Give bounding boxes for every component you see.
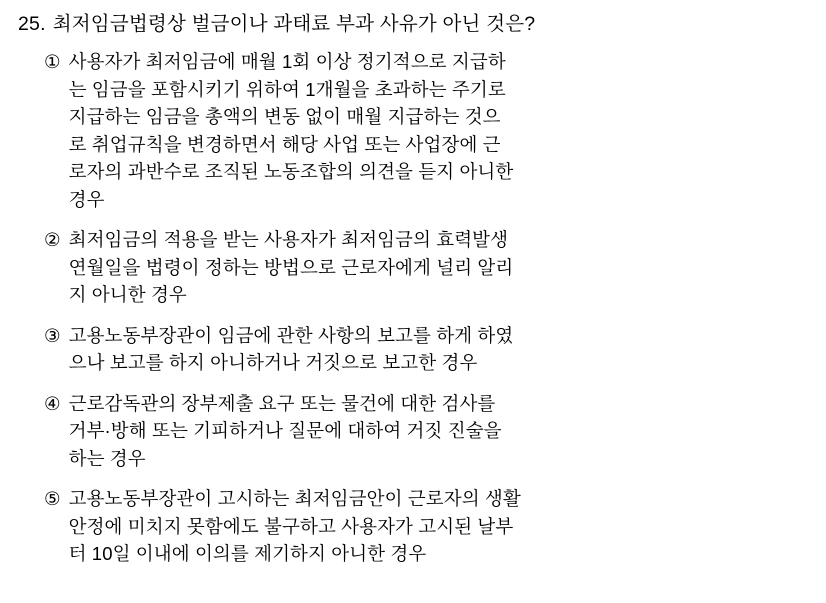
choice-option-4[interactable] [44, 390, 808, 473]
choice-marker-5: ⑤ [44, 488, 61, 509]
question-text: 최저임금법령상 벌금이나 과태료 부과 사유가 아닌 것은? [52, 13, 536, 35]
choice-text-4 [69, 390, 808, 473]
choice-line: 는 임금을 포함시키기 위하여 1개월을 초과하는 주기로 [68, 78, 506, 100]
choice-option-1[interactable] [44, 48, 808, 213]
choice-text-3 [69, 322, 808, 377]
choice-line: 안정에 미치지 못함에도 불구하고 사용자가 고시된 날부 [68, 515, 514, 537]
choice-line: 지 아니한 경우 [68, 284, 187, 305]
choice-marker-4: ④ [44, 392, 61, 414]
choice-line: 지급하는 임금을 총액의 변동 없이 매월 지급하는 것으 [68, 106, 501, 127]
choice-line: 거부·방해 또는 기피하거나 질문에 대하여 거짓 진술을 [68, 420, 502, 441]
choice-list [18, 48, 808, 568]
choice-line: 고용노동부장관이 고시하는 최저임금안이 근로자의 생활 [68, 488, 521, 509]
choice-line: 하는 경우 [68, 447, 146, 469]
choice-line: 고용노동부장관이 임금에 관한 사항의 보고를 하게 하였 [68, 324, 514, 346]
choice-line: 로자의 과반수로 조직된 노동조합의 의견을 듣지 아니한 [68, 161, 514, 182]
choice-marker-1: ① [44, 51, 61, 72]
choice-option-5[interactable] [44, 485, 808, 568]
choice-line: 최저임금의 적용을 받는 사용자가 최저임금의 효력발생 [68, 229, 509, 250]
question-number: 25. [18, 13, 46, 35]
choice-text-5 [69, 485, 808, 568]
choice-text-1 [69, 48, 808, 213]
choice-option-3[interactable] [44, 322, 808, 377]
choice-line: 근로감독관의 장부제출 요구 또는 물건에 대한 검사를 [68, 392, 496, 414]
choice-line: 으나 보고를 하지 아니하거나 거짓으로 보고한 경우 [68, 352, 478, 373]
choice-marker-3: ③ [44, 324, 61, 346]
question-stem [18, 10, 808, 38]
choice-line: 터 10일 이내에 이의를 제기하지 아니한 경우 [68, 543, 427, 564]
choice-text-2 [69, 226, 808, 309]
choice-marker-2: ② [44, 229, 61, 250]
choice-line: 연월일을 법령이 정하는 방법으로 근로자에게 널리 알리 [68, 256, 514, 278]
choice-line: 경우 [68, 188, 105, 210]
choice-line: 사용자가 최저임금에 매월 1회 이상 정기적으로 지급하 [68, 51, 506, 72]
choice-line: 로 취업규칙을 변경하면서 해당 사업 또는 사업장에 근 [68, 133, 501, 155]
choice-option-2[interactable] [44, 226, 808, 309]
